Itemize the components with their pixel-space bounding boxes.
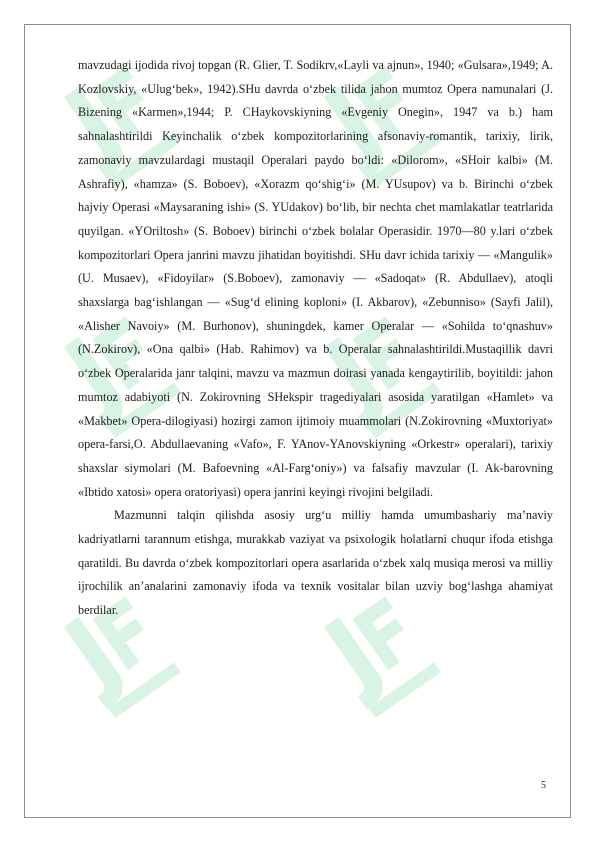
- paragraph: mavzudagi ijodida rivoj topgan (R. Glier, T. Sodikrv,«Layli va ajnun», 1940; «Gulsara»,1949; A. Kozlovskiy, «Ulug‘bek», 1942).SHu davrda o‘zbek tilida jahon mumtoz Opera namunalari (J. Bizening «Karmen»,1944; P. CHaykovskiyning «Evgeniy Onegin», 1947 va b.) ham sahnalashtirildi Keyinchalik o‘zbek kompozitorlarining afsonaviy-romantik, tarixiy, lirik, zamonaviy mavzulardagi mustaqil Operalari paydo bo‘ldi: «Dilorom», «SHoir kalbi» (M. Ashrafiy), «hamza» (S. Boboev), «Xorazm qo‘shig‘i» (M. YUsupov) va b. Birinchi o‘zbek hajviy Operasi «Maysaraning ishi» (S. YUdakov) bo‘lib, bir nechta chet mamlakatlar teatrlarida quyilgan. «YOriltosh» (S. Boboev) birinchi o‘zbek bolalar Operasidir. 1970—80 y.lari o‘zbek kompozitorlari Opera janrini mavzu jihatidan boyitishdi. SHu davr ichida tarixiy — «Mangulik» (U. Musaev), «Fidoyilar» (S.Boboev), zamonaviy — «Sadoqat» (R. Abdullaev), atoqli shaxslarga bag‘ishlangan — «Sug‘d elining koploni» (I. Akbarov), «Zebunniso» (Sayfi Jalil), «Alisher Navoiy» (M. Burhonov), shuningdek, kamer Operalar — «Sohilda to‘qnashuv» (N.Zokirov), «Ona qalbi» (Hab. Rahimov) va b. Operalar sahnalashtirildi.Mustaqillik davri o‘zbek Operalarida janr talqini, mavzu va mazmun doirasi yanada kengaytirilib, boyitildi: jahon mumtoz adabiyoti (N. Zokirovning SHekspir tragediyalari asosida yaratilgan «Hamlet» va «Makbet» Opera-dilogiyasi) hozirgi zamon ijtimoiy muammolari (N.Zokirovning «Muxtoriyat» opera-farsi,O. Abdullaevaning «Vafo», F. YAnov-YAnovskiyning «Orkestr» operalari), tarixiy shaxslar siymolari (M. Bafoevning «Al-Farg‘oniy») va falsafiy mavzular (I. Ak-barovning «Ibtido xatosi» opera oratoriyasi) opera janrini keyingi rivojini belgiladi.: [78, 58, 553, 499]
- body-text: [78, 54, 553, 623]
- page-number: 5: [541, 780, 546, 791]
- paragraph: Mazmunni talqin qilishda asosiy urg‘u milliy hamda umumbashariy ma’naviy kadriyatlarni tarannum etishga, murakkab vaziyat va psixologik holatlarni chuqur ifoda etishga qaratildi. Bu davrda o‘zbek kompozitorlari opera asarlarida o‘zbek xalq musiqa merosi va milliy ijrochilik an’analarini zamonaviy ifoda va texnik vositalar bilan uzviy bog‘lashga ahamiyat berdilar.: [78, 508, 553, 618]
